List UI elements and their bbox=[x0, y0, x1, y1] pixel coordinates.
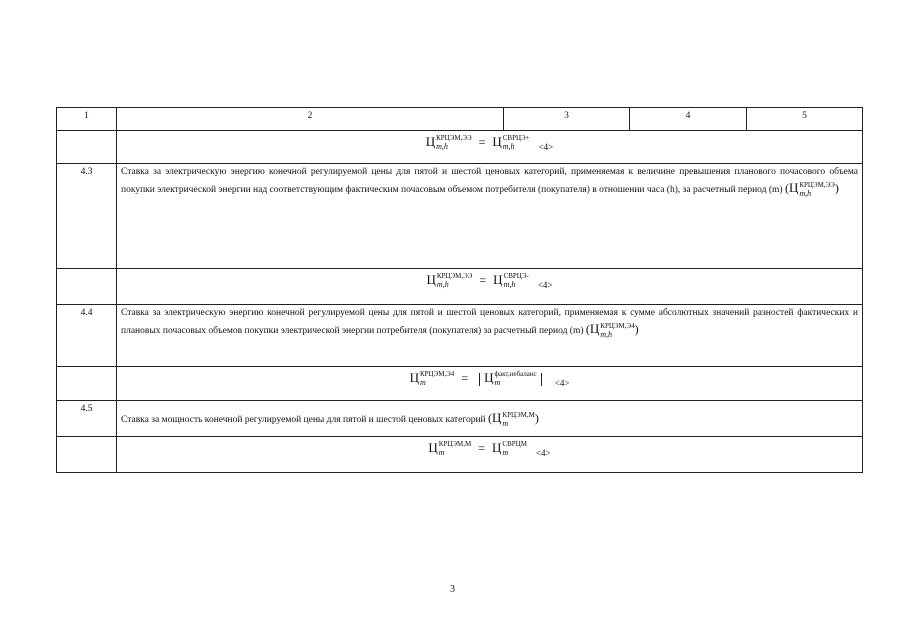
formula-cell bbox=[117, 367, 863, 401]
header-row bbox=[57, 108, 863, 131]
rates-table bbox=[56, 107, 863, 473]
footnote-ref: <4> bbox=[538, 142, 554, 152]
row-number: 4.5 bbox=[57, 401, 117, 437]
row-4-4 bbox=[57, 305, 863, 367]
page-number: 3 bbox=[450, 584, 455, 595]
header-col-2: 2 bbox=[117, 108, 504, 131]
formula-row-4-4 bbox=[57, 367, 863, 401]
formula: Ц КРЦЭМ,ЭЭ m,h = Ц СВРЦЭ- m,h $_{<4>}$ bbox=[426, 272, 553, 290]
row-4-3 bbox=[57, 164, 863, 269]
inline-symbol: (Ц КРЦЭМ,Э4 m,h ) bbox=[585, 321, 639, 339]
header-col-4: 4 bbox=[630, 108, 747, 131]
header-col-3: 3 bbox=[504, 108, 630, 131]
inline-symbol: (Ц КРЦЭМ,М m ) bbox=[488, 410, 539, 428]
formula: Ц КРЦЭМ,М m = Ц СВРЦМ m $_{<4>}$ bbox=[428, 440, 551, 458]
formula-cell bbox=[117, 131, 863, 164]
formula: Ц КРЦЭМ,ЭЭ m,h = Ц СВРЦЭ+ m,h $_{<4>}$ bbox=[425, 134, 554, 152]
row-number: 4.3 bbox=[57, 164, 117, 269]
footnote-ref: <4> bbox=[554, 378, 570, 388]
formula-cell bbox=[117, 437, 863, 473]
formula-row-4-3 bbox=[57, 269, 863, 305]
abs-bar-left bbox=[479, 373, 480, 386]
header-col-5: 5 bbox=[747, 108, 863, 131]
rate-description: Ставка за электрическую энергию конечной регулируемой цены для пятой и шестой ценовых категорий, применяемая к величине превышения планового почасового объема покупки электрической энергии над соответствующим фактическим почасовым объемом потребителя (покупателя) в отношении часа (h), за расчетный период (m) (Ц КРЦЭМ,ЭЭ m,h ) bbox=[117, 164, 863, 269]
formula: Ц КРЦЭМ,Э4 m = Ц факт,небаланс m $_{<4>}$ bbox=[409, 370, 570, 388]
formula-row-4-2 bbox=[57, 131, 863, 164]
rate-description: Ставка за мощность конечной регулируемой цены для пятой и шестой ценовых категорий (Ц КРЦЭМ,М m ) bbox=[117, 401, 863, 437]
row-number bbox=[57, 131, 117, 164]
row-number: 4.4 bbox=[57, 305, 117, 367]
formula-row-4-5 bbox=[57, 437, 863, 473]
footnote-ref: <4> bbox=[537, 280, 553, 290]
rate-description: Ставка за электрическую энергию конечной регулируемой цены для пятой и шестой ценовых категорий, применяемая к сумме абсолютных значений разностей фактических и плановых почасовых объемов покупки электрической энергии потребителя (покупателя) за расчетный период (m) (Ц КРЦЭМ,Э4 m,h ) bbox=[117, 305, 863, 367]
header-col-1: 1 bbox=[57, 108, 117, 131]
row-4-5 bbox=[57, 401, 863, 437]
abs-bar-right bbox=[541, 373, 542, 386]
formula-cell bbox=[117, 269, 863, 305]
footnote-ref: <4> bbox=[535, 448, 551, 458]
inline-symbol: (Ц КРЦЭМ,ЭЭ m,h ) bbox=[784, 180, 839, 198]
